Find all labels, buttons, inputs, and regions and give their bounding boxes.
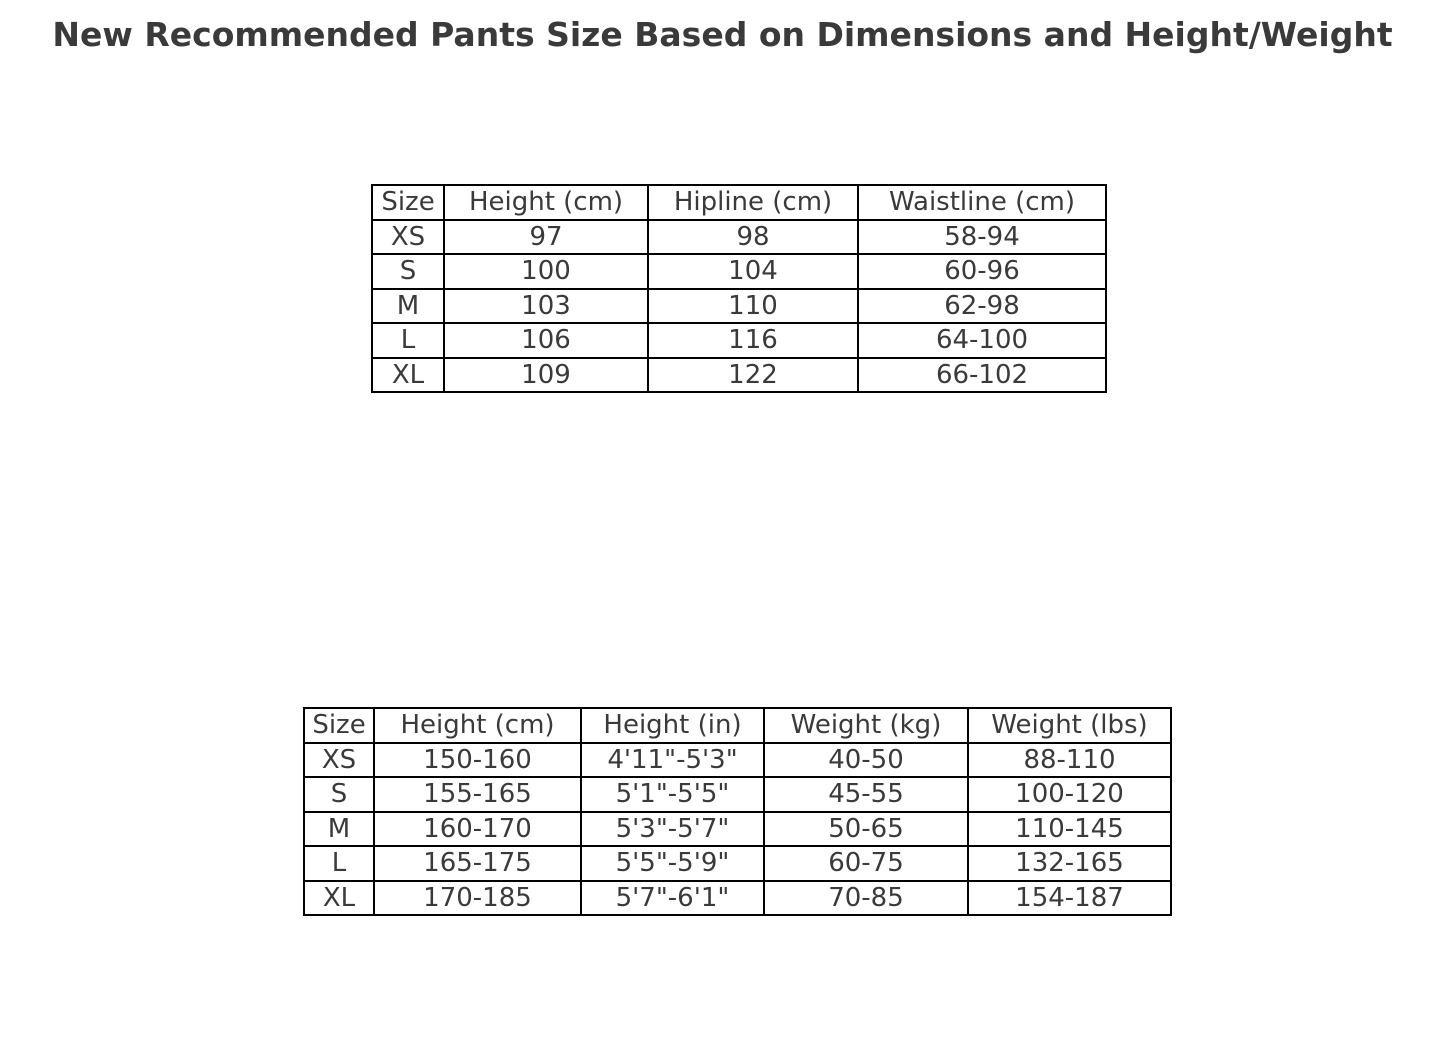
- table-cell: M: [304, 812, 374, 847]
- table-cell: 88-110: [968, 743, 1171, 778]
- table-cell: 116: [648, 323, 858, 358]
- table-cell: XS: [372, 220, 444, 255]
- header-row: [304, 708, 1171, 743]
- table-cell: 5'7"-6'1": [581, 881, 764, 916]
- table-row: [372, 220, 1106, 255]
- column-header: Weight (kg): [764, 708, 968, 743]
- table-row: [372, 254, 1106, 289]
- table-cell: 62-98: [858, 289, 1106, 324]
- table-cell: 5'1"-5'5": [581, 777, 764, 812]
- table-cell: 132-165: [968, 846, 1171, 881]
- table-cell: 45-55: [764, 777, 968, 812]
- column-header: Size: [372, 185, 444, 220]
- table-row: [372, 289, 1106, 324]
- table-cell: XS: [304, 743, 374, 778]
- table-row: [304, 812, 1171, 847]
- table-row: [304, 777, 1171, 812]
- table-cell: 154-187: [968, 881, 1171, 916]
- table-cell: S: [304, 777, 374, 812]
- table-cell: 106: [444, 323, 648, 358]
- table-cell: 64-100: [858, 323, 1106, 358]
- table-row: [304, 881, 1171, 916]
- table-cell: L: [372, 323, 444, 358]
- table-cell: 104: [648, 254, 858, 289]
- table-cell: 60-75: [764, 846, 968, 881]
- table-cell: XL: [372, 358, 444, 393]
- table-cell: 97: [444, 220, 648, 255]
- column-header: Weight (lbs): [968, 708, 1171, 743]
- table-cell: 155-165: [374, 777, 581, 812]
- table-cell: M: [372, 289, 444, 324]
- page-title: New Recommended Pants Size Based on Dimensions and Height/Weight: [52, 15, 1393, 54]
- table-cell: 4'11"-5'3": [581, 743, 764, 778]
- table-cell: 98: [648, 220, 858, 255]
- table-cell: 160-170: [374, 812, 581, 847]
- table-row: [304, 743, 1171, 778]
- table-cell: 110: [648, 289, 858, 324]
- table-cell: L: [304, 846, 374, 881]
- table-cell: 58-94: [858, 220, 1106, 255]
- table-cell: 70-85: [764, 881, 968, 916]
- table-cell: 40-50: [764, 743, 968, 778]
- table-cell: 5'3"-5'7": [581, 812, 764, 847]
- table-cell: XL: [304, 881, 374, 916]
- table-cell: 66-102: [858, 358, 1106, 393]
- table-cell: 100: [444, 254, 648, 289]
- table-cell: 165-175: [374, 846, 581, 881]
- table-row: [372, 323, 1106, 358]
- height-weight-size-table: [303, 707, 1172, 916]
- column-header: Hipline (cm): [648, 185, 858, 220]
- table-cell: 60-96: [858, 254, 1106, 289]
- table-cell: 122: [648, 358, 858, 393]
- header-row: [372, 185, 1106, 220]
- table-cell: 150-160: [374, 743, 581, 778]
- table-row: [304, 846, 1171, 881]
- table-cell: 103: [444, 289, 648, 324]
- table-cell: 109: [444, 358, 648, 393]
- column-header: Height (in): [581, 708, 764, 743]
- table-cell: S: [372, 254, 444, 289]
- table-cell: 110-145: [968, 812, 1171, 847]
- column-header: Waistline (cm): [858, 185, 1106, 220]
- column-header: Size: [304, 708, 374, 743]
- table-row: [372, 358, 1106, 393]
- table-cell: 170-185: [374, 881, 581, 916]
- table-cell: 5'5"-5'9": [581, 846, 764, 881]
- column-header: Height (cm): [374, 708, 581, 743]
- table-cell: 50-65: [764, 812, 968, 847]
- column-header: Height (cm): [444, 185, 648, 220]
- dimensions-size-table: [371, 184, 1107, 393]
- table-cell: 100-120: [968, 777, 1171, 812]
